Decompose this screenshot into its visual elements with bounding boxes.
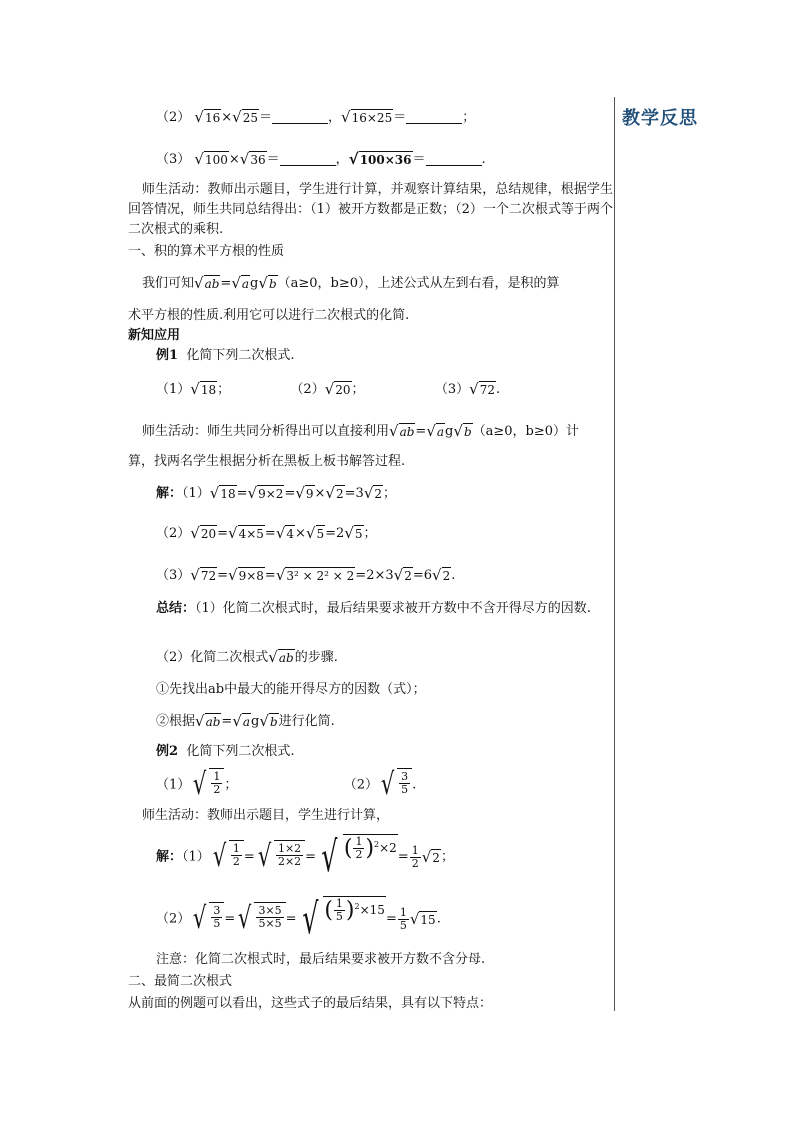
step-2: ②根据 √ ab = √ a g √ b 进行化简. xyxy=(156,712,335,730)
summary-1: 总结：（1）化简二次根式时，最后结果要求被开方数中不含开得尽方的因数. xyxy=(156,601,591,616)
property-line: 我们可知 √ ab = √ a g √ b （a≥0，b≥0），上述公式从左到右看，是积的算 xyxy=(142,274,560,292)
section-2-heading: 二、最简二次根式 xyxy=(128,974,233,989)
summary-2: （2）化简二次根式 √ ab 的步骤. xyxy=(156,648,338,666)
solution-4: 解：（1） √ $\frac{1}{2}$ = √ $\frac{1\times 2}{2\times 2}$ = √ ( $\frac{1}{2}$ )$^2$×2 = $\frac{1}{2}$ √ 2 ； xyxy=(156,832,454,881)
sqrt-25: √ 25 xyxy=(232,108,259,126)
section-1-heading: 一、积的算术平方根的性质 xyxy=(128,244,285,259)
sqrt-100x36: √ 100×36 xyxy=(348,150,412,168)
activity-2: 师生活动：师生共同分析得出可以直接利用 √ ab = √ a g √ b （a≥0，b≥0）计 xyxy=(142,422,580,440)
activity-2-line-2: 算，找两名学生根据分析在黑板上板书解答过程. xyxy=(128,454,406,469)
example-1-title: 例1 化简下列二次根式. xyxy=(156,348,295,363)
question-2: （2） √ 16 × √ 25 ＝ ， √ 16×25 ＝ ； xyxy=(156,108,476,126)
example-2-items: （1） √ $\frac{1}{2}$ ； （2） √ $\frac{3}{5}$ . xyxy=(156,767,417,802)
sqrt-16x25: √ 16×25 xyxy=(341,108,393,126)
note: 注意：化简二次根式时，最后结果要求被开方数不含分母. xyxy=(156,952,486,967)
sqrt-36: √ 36 xyxy=(239,150,266,168)
property-line-2: 术平方根的性质.利用它可以进行二次根式的化简. xyxy=(128,308,410,323)
answer-blank xyxy=(272,109,328,124)
solution-3: （3） √ 72 = √ 9×8 = √ 3² × 2² × 2 =2×3 √ 2 =6 √ 2 . xyxy=(156,566,456,584)
q2-label: （2） xyxy=(156,110,191,125)
sqrt-100: √ 100 xyxy=(194,150,228,168)
teaching-reflection-title: 教学反思 xyxy=(622,108,698,129)
activity-1: 师生活动：教师出示题目，学生进行计算，并观察计算结果，总结规律，根据学生回答情况，师生共同总结得出：（1）被开方数都是正数；（2）一个二次根式等于两个二次根式的乘积. xyxy=(128,182,613,237)
solution-1: 解：（1） √ 18 = √ 9×2 = √ 9 × √ 2 =3 √ 2 ； xyxy=(156,484,397,502)
answer-blank xyxy=(280,151,336,166)
new-knowledge-heading: 新知应用 xyxy=(128,328,181,343)
answer-blank xyxy=(406,109,462,124)
step-1: ①先找出ab中最大的能开得尽方的因数（式）； xyxy=(156,682,426,697)
solution-2: （2） √ 20 = √ 4×5 = √ 4 × √ 5 =2 √ 5 ； xyxy=(156,524,377,542)
answer-blank xyxy=(426,151,482,166)
closing-line: 从前面的例题可以看出，这些式子的最后结果，具有以下特点： xyxy=(128,996,493,1011)
example-1-items: （1） √ 18 ； （2） √ 20 ； （3） √ 72 . xyxy=(156,380,501,398)
question-3: （3） √ 100 × √ 36 ＝ ， √ 100×36 ＝ . xyxy=(156,150,486,168)
sqrt-16: √ 16 xyxy=(194,108,221,126)
column-divider xyxy=(614,97,615,1011)
activity-3: 师生活动：教师出示题目，学生进行计算， xyxy=(142,808,390,823)
solution-5: （2） √ $\frac{3}{5}$ = √ $\frac{3\times 5}{5\times 5}$ = √ ( $\frac{1}{5}$ )$^2$×15 = $\frac{1}{5}$ √ 15 . xyxy=(156,894,441,943)
example-2-title: 例2 化简下列二次根式. xyxy=(156,744,295,759)
